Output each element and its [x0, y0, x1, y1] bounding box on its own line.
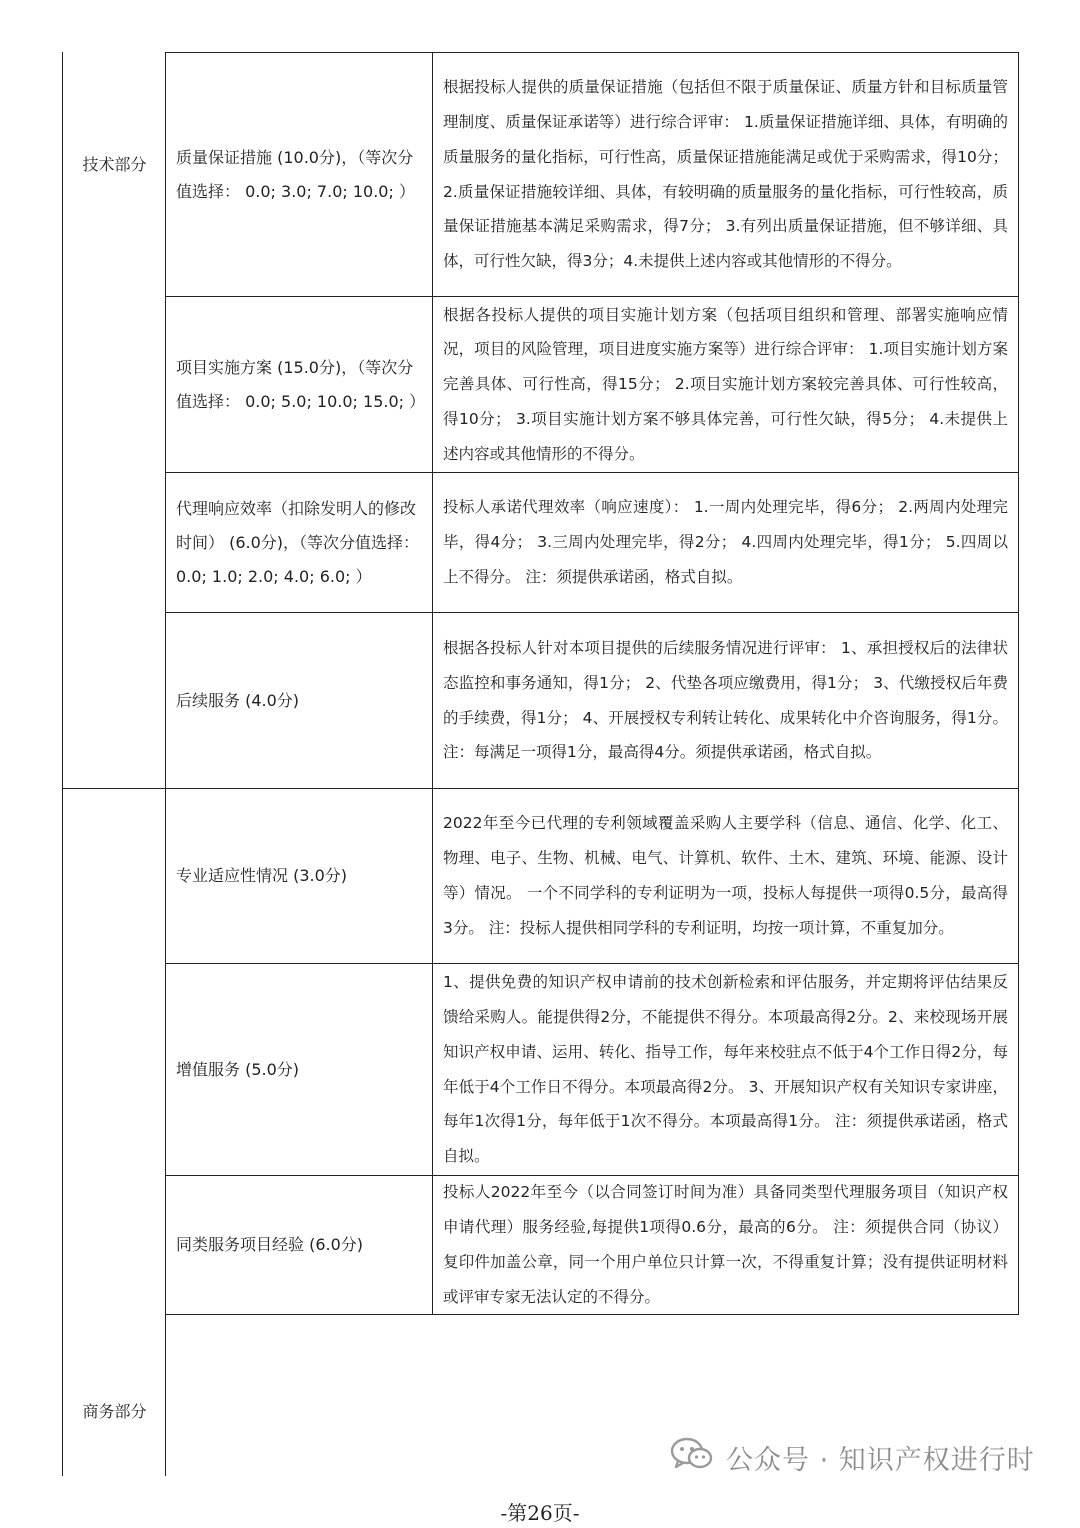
score-criteria [433, 789, 1018, 963]
score-criteria-text: 2022年至今已代理的专利领域覆盖采购人主要学科（信息、通信、化学、化工、物理、电子、生物、机械、电气、计算机、软件、土木、建筑、环境、能源、设计等）情况。 一个不同学科的专利证明为一项，投标人每提供一项得0.5分，最高得3分。 注：投标人提供相同学科的专利证明，均按一项计算，不重复加分。 [443, 814, 1008, 937]
score-item-label: 质量保证措施 (10.0分)，（等次分值选择： 0.0; 3.0; 7.0; 10.0; ） [176, 147, 415, 201]
score-item-label: 后续服务 (4.0分) [176, 690, 300, 710]
page-number: -第26页- [500, 1501, 580, 1525]
score-criteria [433, 297, 1018, 472]
score-criteria [433, 473, 1018, 612]
score-item [166, 297, 432, 472]
score-criteria-text: 投标人2022年至今（以合同签订时间为准）具备同类型代理服务项目（知识产权申请代理）服务经验,每提供1项得0.6分，最高的6分。 注：须提供合同（协议）复印件加盖公章，同一个用户单位只计算一次，不得重复计算；没有提供证明材料或评审专家无法认定的不得分。 [443, 1183, 1008, 1306]
section-label-technical: 技术部分 [82, 155, 147, 174]
score-criteria-text: 根据各投标人提供的项目实施计划方案（包括项目组织和管理、部署实施响应情况，项目的风险管理，项目进度实施方案等）进行综合评审： 1.项目实施计划方案完善具体、可行性高，得15分； 2.项目实施计划方案较完善具体、可行性较高，得10分； 3.项目实施计划方案不够具体完善，可行性欠缺，得5分； 4.未提供上述内容或其他情形的不得分。 [443, 305, 1008, 463]
score-item [166, 53, 432, 296]
score-item [166, 473, 432, 612]
score-criteria-text: 根据各投标人针对本项目提供的后续服务情况进行评审： 1、承担授权后的法律状态监控和事务通知，得1分； 2、代垫各项应缴费用，得1分； 3、代缴授权后年费的手续费，得1分； 4、开展授权专利转让转化、成果转化中介咨询服务，得1分。 注：每满足一项得1分，最高得4分。须提供承诺函，格式自拟。 [443, 638, 1008, 762]
score-criteria-text: 1、提供免费的知识产权申请前的技术创新检索和评估服务，并定期将评估结果反馈给采购人。能提供得2分，不能提供不得分。本项最高得2分。2、来校现场开展知识产权申请、运用、转化、指导工作，每年来校驻点不低于4个工作日得2分，每年低于4个工作日不得分。本项最高得2分。 3、开展知识产权有关知识专家讲座，每年1次得1分，每年低于1次不得分。本项最高得1分。 注：须提供承诺函，格式自拟。 [443, 973, 1008, 1166]
score-item-label: 增值服务 (5.0分) [176, 1059, 300, 1079]
score-item-label: 专业适应性情况 (3.0分) [176, 866, 348, 885]
score-criteria-text: 根据投标人提供的质量保证措施（包括但不限于质量保证、质量方针和目标质量管理制度、质量保证承诺等）进行综合评审： 1.质量保证措施详细、具体，有明确的质量服务的量化指标，可行性高，质量保证措施能满足或优于采购需求，得10分； 2.质量保证措施较详细、具体，有较明确的质量服务的量化指标，可行性较高，质量保证措施基本满足采购需求，得7分； 3.有列出质量保证措施，但不够详细、具体，可行性欠缺，得3分；4.未提供上述内容或其他情形的不得分。 [443, 78, 1008, 271]
watermark-text: 公众号 · 知识产权进行时 [726, 1444, 1035, 1476]
score-criteria [433, 613, 1018, 788]
score-item [166, 789, 432, 963]
score-criteria [433, 964, 1018, 1175]
outer-left-border [62, 52, 63, 1476]
score-criteria [433, 1176, 1018, 1314]
score-criteria-text: 投标人承诺代理效率（响应速度）： 1.一周内处理完毕，得6分； 2.两周内处理完毕，得4分； 3.三周内处理完毕，得2分； 4.四周内处理完毕，得1分； 5.四周以上不得分。 注：须提供承诺函，格式自拟。 [443, 498, 1008, 586]
score-item-label: 项目实施方案 (15.0分)，（等次分值选择： 0.0; 5.0; 10.0; 15.0; ） [176, 357, 426, 411]
score-item [166, 964, 432, 1175]
score-item [166, 1176, 432, 1314]
score-item-label: 代理响应效率（扣除发明人的修改时间） (6.0分)，（等次分值选择： 0.0; 1.0; 2.0; 4.0; 6.0; ） [176, 498, 420, 586]
wechat-icon [670, 1436, 714, 1479]
score-criteria [433, 53, 1018, 296]
table-right-border [1018, 52, 1019, 1315]
score-item [166, 613, 432, 788]
watermark [670, 1430, 1035, 1484]
section-label-business: 商务部分 [82, 1402, 147, 1421]
score-item-label: 同类服务项目经验 (6.0分) [176, 1235, 364, 1254]
